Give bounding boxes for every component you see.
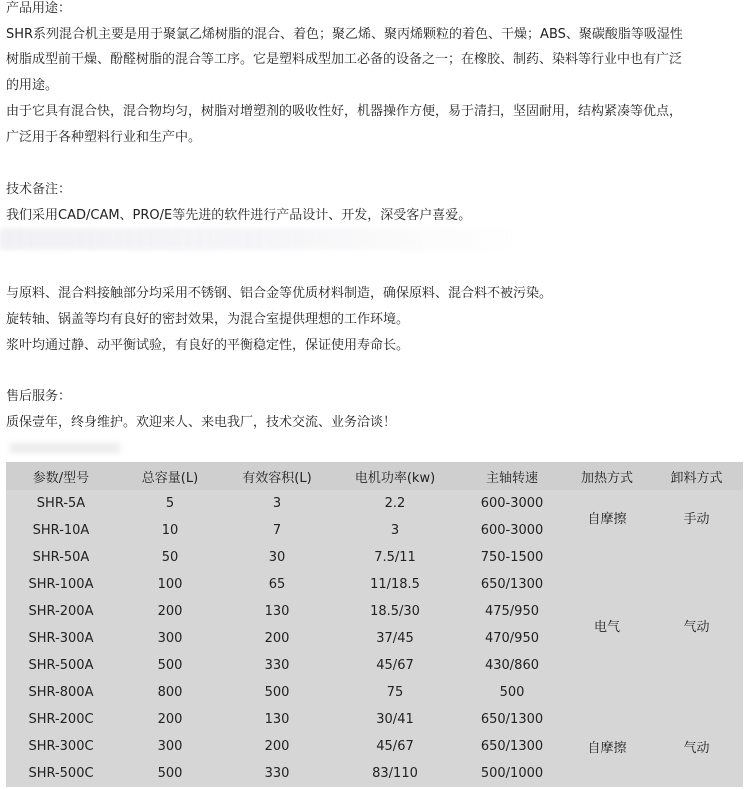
header-effective-volume: 有效容积(L) (242, 470, 312, 486)
cell: 800 (157, 685, 183, 700)
cell: SHR-100A (28, 577, 94, 592)
cell: 300 (157, 631, 183, 646)
cell: SHR-50A (32, 550, 90, 565)
cell: 130 (264, 604, 290, 619)
cell: 500 (157, 766, 183, 781)
cell: 50 (161, 550, 179, 565)
cell: 10 (161, 523, 179, 538)
cell: 37/45 (376, 631, 414, 646)
table-header-row (6, 462, 743, 490)
tech-line-2: 与原料、混合料接触部分均采用不锈钢、铝合金等优质材料制造，确保原料、混合料不被污染。 (6, 286, 553, 301)
intro-line-5: 广泛用于各种塑料行业和生产中。 (6, 130, 202, 145)
cell: 100 (157, 577, 183, 592)
cell: 3 (272, 496, 282, 511)
discharge-group-2: 气动 (683, 619, 710, 635)
blurred-text-strip (0, 228, 747, 250)
cell: SHR-10A (32, 523, 90, 538)
header-total-capacity: 总容量(L) (141, 470, 199, 486)
tech-line-1: 我们采用CAD/CAM、PRO/E等先进的软件进行产品设计、开发，深受客户喜爱。 (6, 208, 472, 223)
cell: 11/18.5 (370, 577, 420, 592)
discharge-group-3: 气动 (683, 741, 710, 756)
cell: 475/950 (484, 604, 539, 619)
spec-table (6, 462, 743, 787)
cell: 18.5/30 (370, 604, 420, 619)
cell: 430/860 (484, 658, 539, 673)
cell: 600-3000 (480, 523, 544, 538)
cell: 750-1500 (480, 550, 544, 565)
cell: 2.2 (384, 496, 406, 511)
cell: 200 (157, 712, 183, 727)
cell: 200 (264, 631, 290, 646)
discharge-group-1: 手动 (683, 511, 710, 527)
intro-line-4: 由于它具有混合快，混合物均匀，树脂对增塑剂的吸收性好，机器操作方便，易于清扫，坚固耐用，结构紧凑等优点， (6, 104, 683, 119)
cell: 200 (264, 739, 290, 754)
cell: 650/1300 (480, 712, 544, 727)
heating-group-1: 自摩擦 (587, 511, 627, 527)
tech-line-3: 旋转轴、锅盖等均有良好的密封效果，为混合室提供理想的工作环境。 (6, 312, 410, 327)
heating-group-2: 电气 (593, 619, 620, 635)
tech-line-4: 浆叶均通过静、动平衡试验，有良好的平衡稳定性，保证使用寿命长。 (6, 338, 410, 353)
cell: SHR-5A (36, 496, 86, 511)
cell: 500 (499, 685, 525, 700)
cell: 7.5/11 (374, 550, 416, 565)
cell: 200 (157, 604, 183, 619)
service-heading: 售后服务： (6, 389, 72, 404)
smudge (10, 443, 120, 453)
intro-line-3: 的用途。 (6, 78, 59, 93)
cell: SHR-200A (28, 604, 94, 619)
cell: 65 (268, 577, 286, 592)
cell: SHR-300C (28, 739, 94, 754)
cell: 650/1300 (480, 577, 544, 592)
cell: 75 (386, 685, 404, 700)
header-motor-power: 电机功率(kw) (354, 470, 436, 486)
cell: 30/41 (376, 712, 414, 727)
cell: 330 (264, 658, 290, 673)
cell: 7 (272, 523, 282, 538)
cell: 600-3000 (480, 496, 544, 511)
cell: 300 (157, 739, 183, 754)
cell: 45/67 (376, 739, 414, 754)
heating-group-3: 自摩擦 (587, 741, 627, 756)
header-heating-method: 加热方式 (580, 470, 633, 486)
cell: 130 (264, 712, 290, 727)
table-row (6, 544, 743, 571)
header-spindle-speed: 主轴转速 (485, 470, 538, 486)
header-discharge-method: 卸料方式 (670, 470, 723, 486)
cell: 500 (264, 685, 290, 700)
tech-heading: 技术备注： (6, 182, 72, 197)
cell: SHR-800A (28, 685, 94, 700)
cell: 83/110 (372, 766, 418, 781)
table-row (6, 490, 743, 517)
cell: SHR-300A (28, 631, 94, 646)
intro-line-1: SHR系列混合机主要是用于聚氯乙烯树脂的混合、着色；聚乙烯、聚丙烯颗粒的着色、干燥；ABS、聚碳酸脂等吸湿性 (6, 27, 683, 42)
cell: SHR-200C (28, 712, 94, 727)
header-model: 参数/型号 (32, 470, 90, 486)
intro-heading: 产品用途： (6, 1, 72, 16)
intro-line-2: 树脂成型前干燥、酚醛树脂的混合等工序。它是塑料成型加工必备的设备之一；在橡胶、制药、染料等行业中也有广泛 (6, 52, 683, 67)
cell: SHR-500A (28, 658, 94, 673)
cell: 500 (157, 658, 183, 673)
cell: 30 (268, 550, 286, 565)
table-row (6, 706, 743, 733)
service-line: 质保壹年，终身维护。欢迎来人、来电我厂，技术交流、业务洽谈！ (6, 415, 397, 430)
cell: 5 (165, 496, 175, 511)
cell: SHR-500C (28, 766, 94, 781)
cell: 3 (390, 523, 400, 538)
cell: 330 (264, 766, 290, 781)
cell: 650/1300 (480, 739, 544, 754)
cell: 500/1000 (480, 766, 544, 781)
cell: 45/67 (376, 658, 414, 673)
cell: 470/950 (484, 631, 539, 646)
